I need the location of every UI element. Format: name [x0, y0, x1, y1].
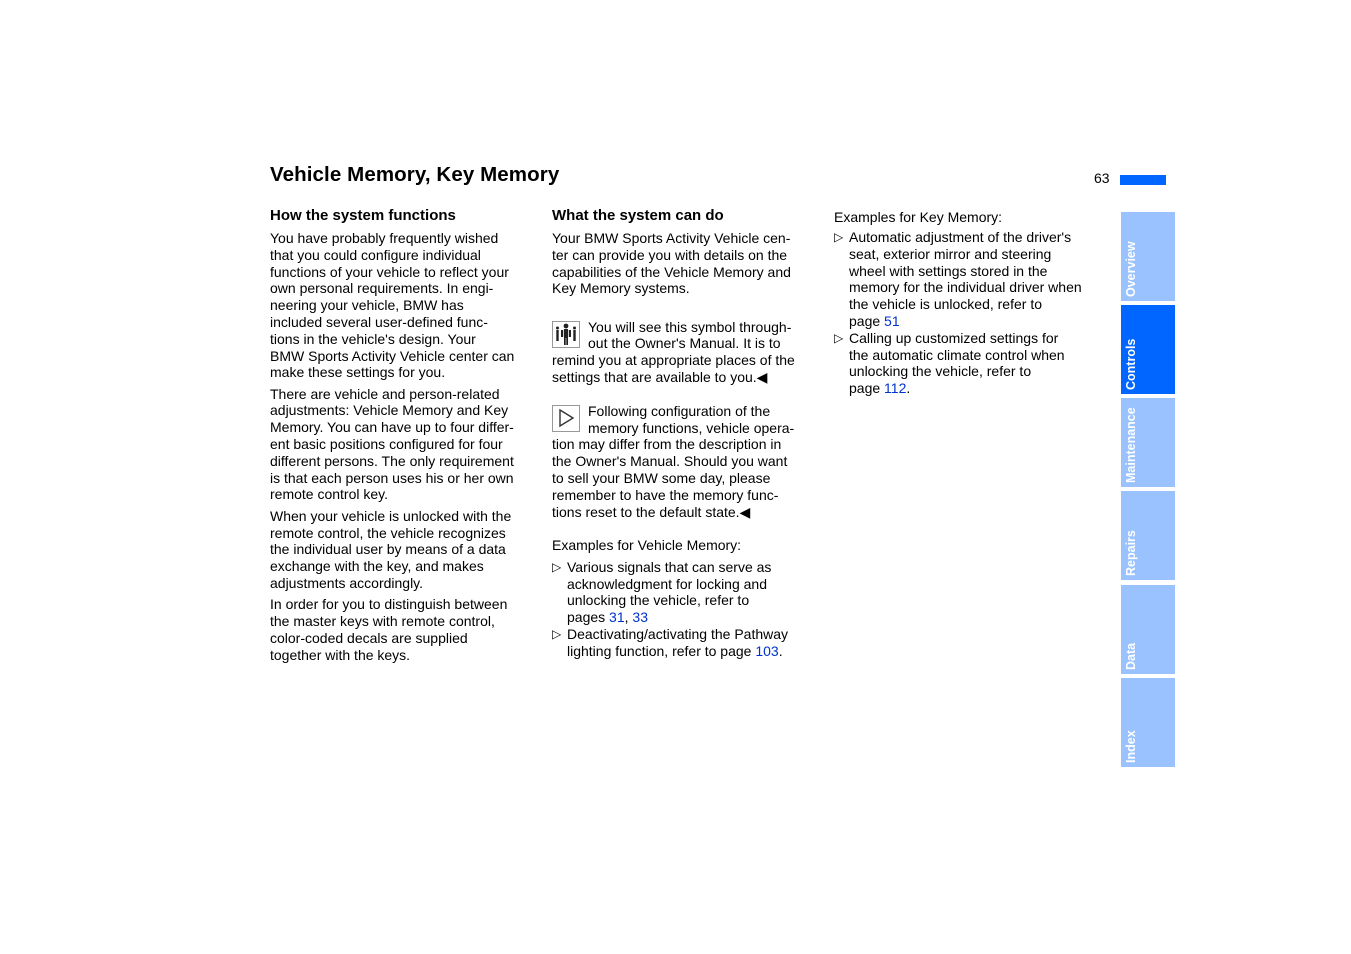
bullet-arrow-icon: ▷ [834, 230, 844, 244]
paragraph: There are vehicle and person-related adjustments: Vehicle Memory and Key Memory. You can have up to four differ- ent basic positions configured for four different persons. The only requirement is that each person uses his or her own remote control key. [270, 385, 514, 503]
key-memory-list [834, 229, 1106, 397]
examples-label-vehicle: Examples for Vehicle Memory: [552, 537, 742, 554]
page-link-103[interactable]: 103 [755, 642, 779, 659]
tab-repairs[interactable]: Repairs [1121, 491, 1175, 580]
note-configuration-warning: Following configuration of the memory functions, vehicle opera- tion may differ from the description in the Owner's Manual. Should you want to sell your BMW some day, please remember to have the memory func- tions reset to the default state.◀ [552, 402, 795, 520]
page-link-33[interactable]: 33 [632, 609, 648, 626]
person-memory-icon [552, 321, 580, 348]
paragraph: You have probably frequently wished that you could configure individual functions of your vehicle to reflect your own personal requirements. In engi- neering your vehicle, BMW has included several user-defined func- tions in the vehicle's design. Your BMW Sports Activity Vehicle center can make these settings for you. [270, 230, 515, 381]
tab-maintenance[interactable]: Maintenance [1121, 398, 1175, 487]
note-memory-symbol: You will see this symbol through- out the Owner's Manual. It is to remind you at appropriate places of the settings that are available to you.◀ [552, 318, 795, 386]
vehicle-memory-list [552, 559, 824, 660]
paragraph: Your BMW Sports Activity Vehicle cen- ter can provide you with details on the capabilities of the Vehicle Memory and Key Memory systems. [552, 230, 791, 297]
page-link-112[interactable]: 112 [884, 380, 907, 397]
tab-overview[interactable]: Overview [1121, 212, 1175, 301]
paragraph: When your vehicle is unlocked with the remote control, the vehicle recognizes the individual user by means of a data exchange with the key, and makes adjustments accordingly. [270, 507, 512, 591]
bullet-arrow-icon: ▷ [552, 626, 562, 641]
page-link-51[interactable]: 51 [884, 312, 900, 329]
column-what-system-can-do [552, 206, 824, 660]
section-heading-what: What the system can do [552, 207, 724, 224]
examples-label-key: Examples for Key Memory: [834, 209, 1003, 225]
column-key-memory-examples [834, 206, 1106, 397]
bullet-arrow-icon: ▷ [834, 330, 844, 345]
list-item: ▷ Automatic adjustment of the driver's seat, exterior mirror and steering wheel with settings stored in the memory for the individual driver when the vehicle is unlocked, refer to page 51 [834, 229, 1082, 329]
tab-index[interactable]: Index [1121, 678, 1175, 767]
list-item: ▷ Deactivating/activating the Pathway lighting function, refer to page 103. [552, 625, 789, 659]
tab-controls[interactable]: Controls [1121, 305, 1175, 394]
page-marker-bar [1120, 175, 1166, 185]
tab-data[interactable]: Data [1121, 585, 1175, 674]
section-heading-how: How the system functions [270, 207, 456, 224]
page-number: 63 [1094, 170, 1110, 186]
paragraph: In order for you to distinguish between the master keys with remote control, color-coded decals are supplied together with the keys. [270, 596, 508, 663]
triangle-note-icon [552, 405, 580, 432]
list-item: ▷ Calling up customized settings for the automatic climate control when unlocking the vehicle, refer to page 112. [834, 329, 1065, 397]
page-link-31[interactable]: 31 [609, 609, 625, 626]
bullet-arrow-icon: ▷ [552, 559, 562, 574]
page-title: Vehicle Memory, Key Memory [270, 163, 560, 186]
column-how-system-functions [270, 206, 545, 668]
list-item: ▷ Various signals that can serve as acknowledgment for locking and unlocking the vehicle, refer to pages 31, 33 [552, 558, 772, 626]
